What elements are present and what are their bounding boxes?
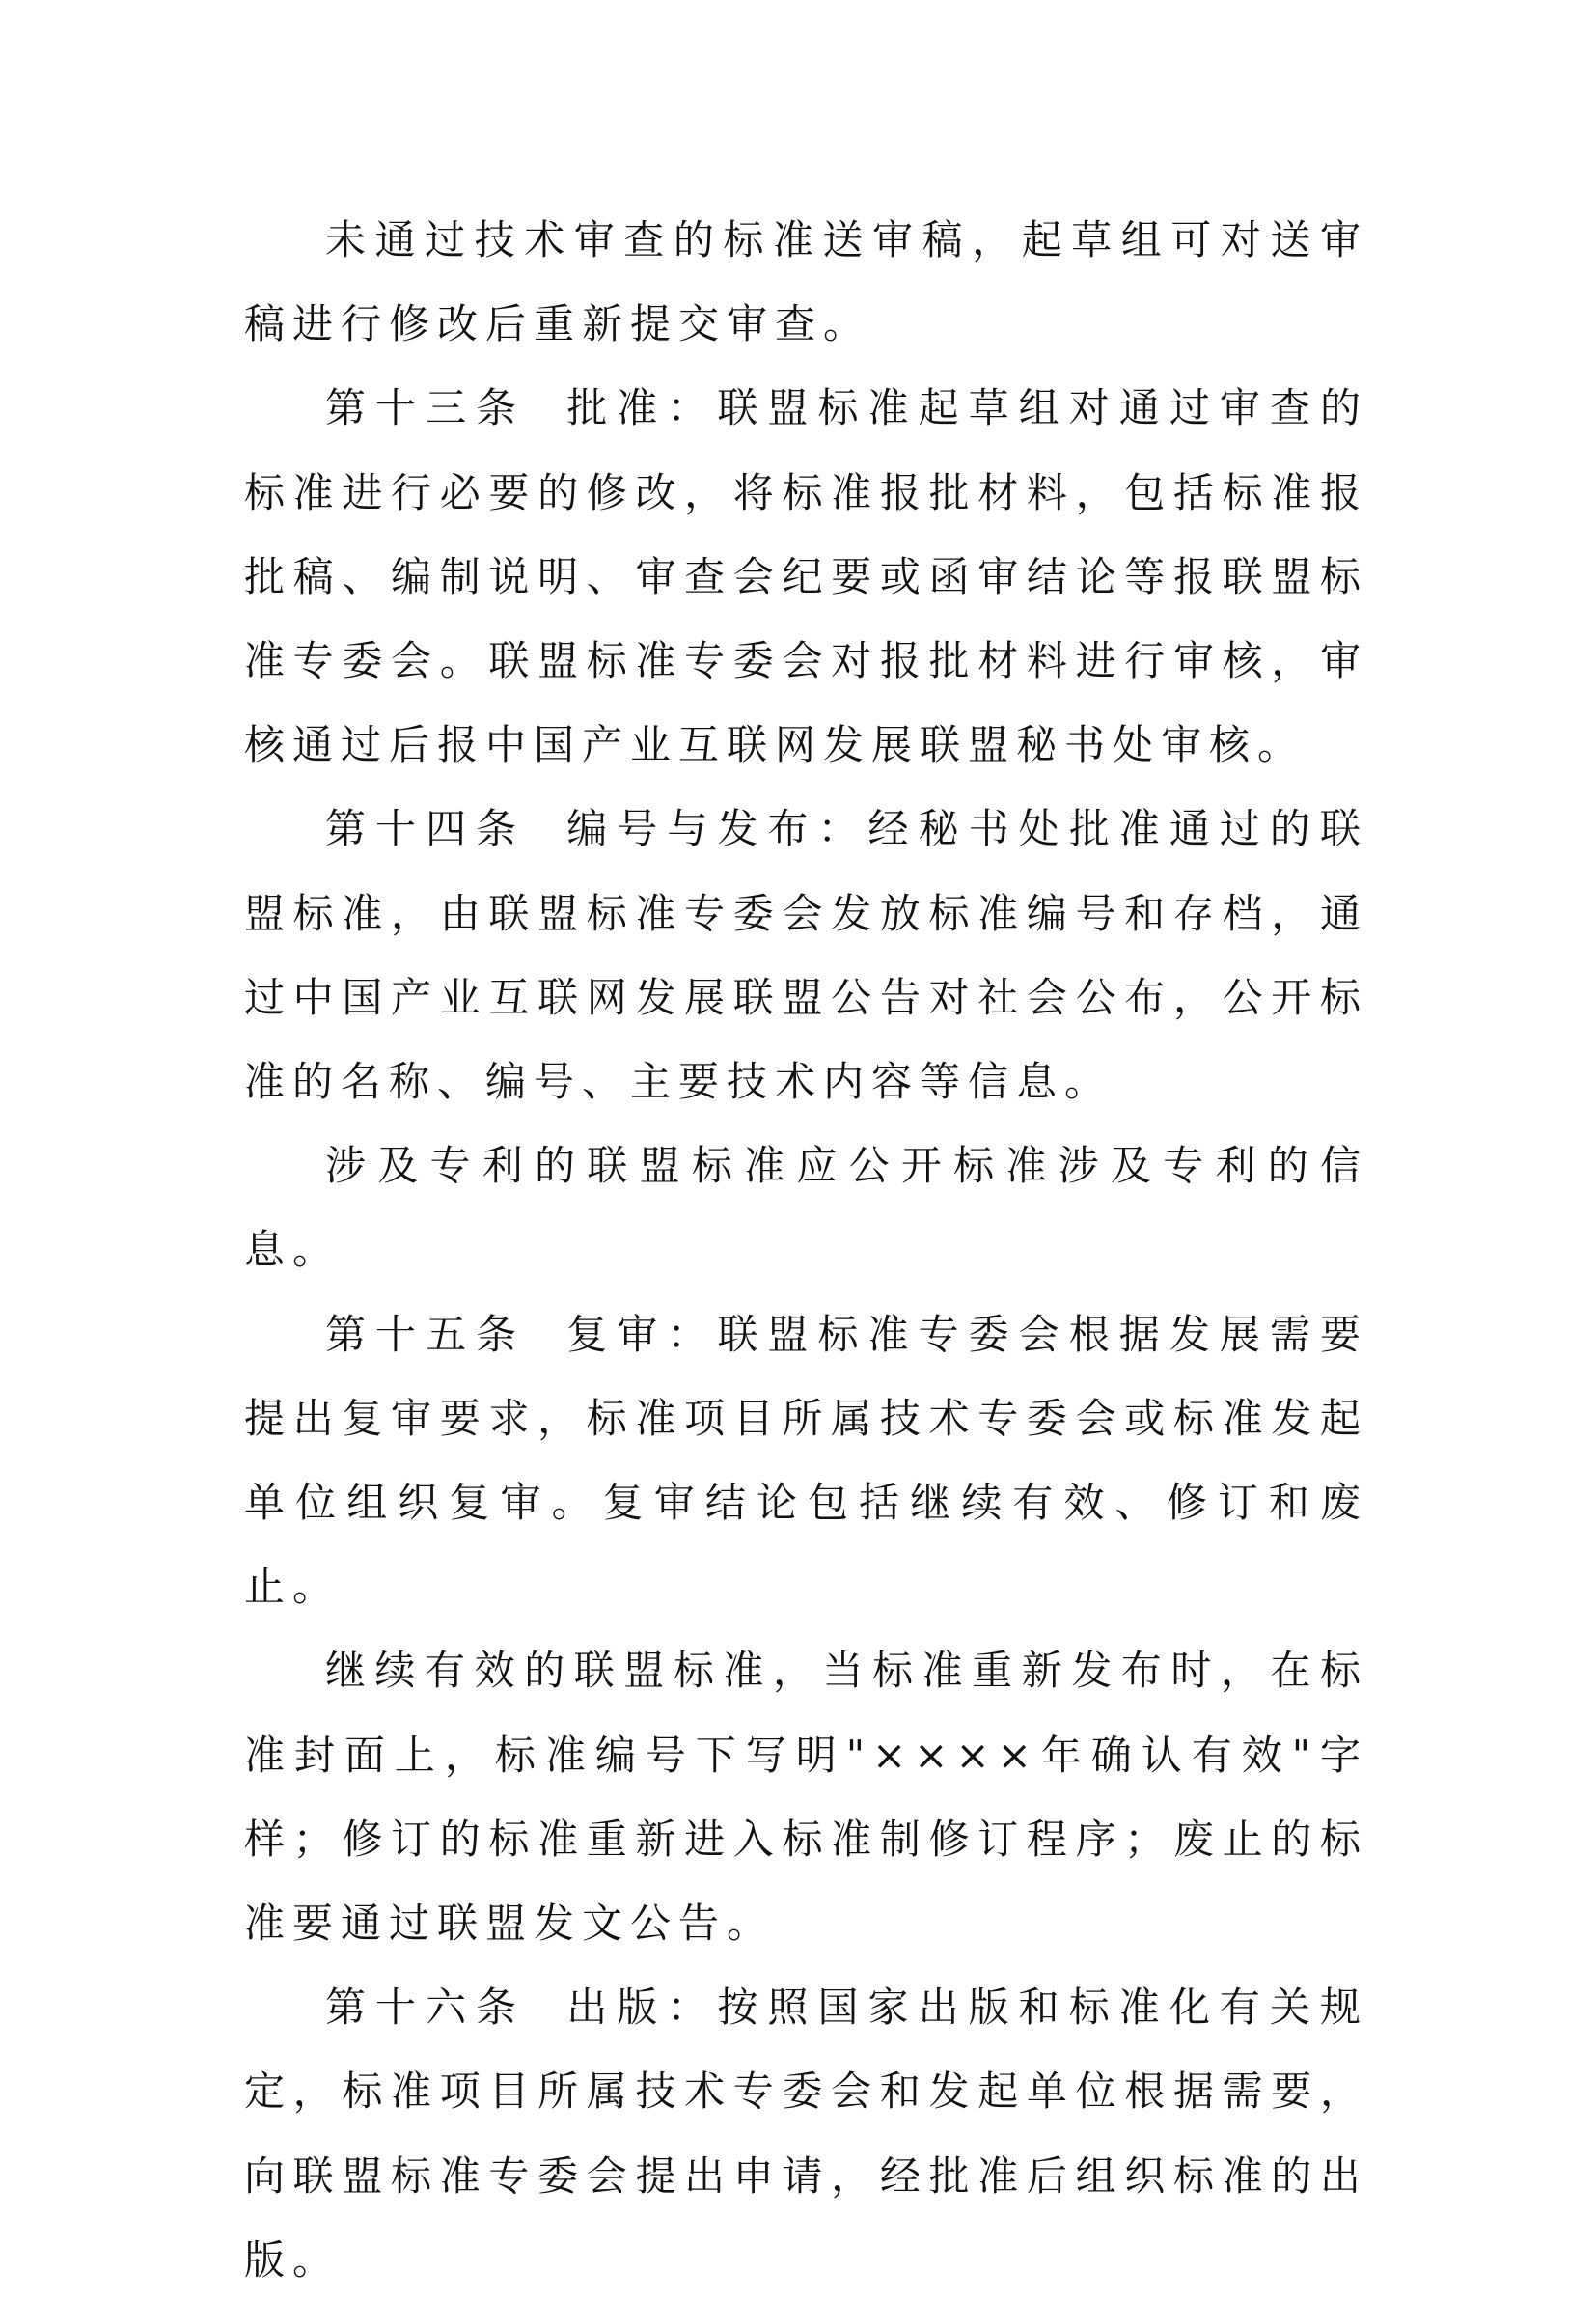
- article-15-label: 第十五条: [325, 1310, 527, 1358]
- paragraph-review-outcomes: [244, 1628, 1368, 1965]
- article-14-label: 第十四条: [325, 805, 527, 853]
- paragraph-text: 涉及专利的联盟标准应公开标准涉及专利的信息。: [244, 1142, 1368, 1274]
- paragraph-review-failed: [244, 198, 1368, 366]
- paragraph-article-16: [244, 1965, 1368, 2302]
- document-body: [244, 198, 1368, 2302]
- paragraph-text: 批准：联盟标准起草组对通过审查的标准进行必要的修改，将标准报批材料，包括标准报批稿、编制说明、审查会纪要或函审结论等报联盟标准专委会。联盟标准专委会对报批材料进行审核，审核通过后报中国产业互联网发展联盟秘书处审核。: [244, 384, 1368, 769]
- paragraph-article-15: [244, 1292, 1368, 1629]
- paragraph-text: 复审：联盟标准专委会根据发展需要提出复审要求，标准项目所属技术专委会或标准发起单位组织复审。复审结论包括继续有效、修订和废止。: [244, 1310, 1368, 1611]
- article-13-label: 第十三条: [325, 384, 527, 432]
- paragraph-article-13: [244, 366, 1368, 787]
- paragraph-patent-disclosure: [244, 1123, 1368, 1291]
- paragraph-text: 出版：按照国家出版和标准化有关规定，标准项目所属技术专委会和发起单位根据需要，向联盟标准专委会提出申请，经批准后组织标准的出版。: [244, 1983, 1368, 2284]
- article-16-label: 第十六条: [325, 1983, 527, 2032]
- paragraph-text: 继续有效的联盟标准，当标准重新发布时，在标准封面上，标准编号下写明"××××年确认有效"字样；修订的标准重新进入标准制修订程序；废止的标准要通过联盟发文公告。: [244, 1647, 1368, 1948]
- paragraph-article-14: [244, 787, 1368, 1123]
- paragraph-text: 未通过技术审查的标准送审稿，起草组可对送审稿进行修改后重新提交审查。: [244, 216, 1368, 348]
- paragraph-text: 编号与发布：经秘书处批准通过的联盟标准，由联盟标准专委会发放标准编号和存档，通过中国产业互联网发展联盟公告对社会公布，公开标准的名称、编号、主要技术内容等信息。: [244, 805, 1368, 1106]
